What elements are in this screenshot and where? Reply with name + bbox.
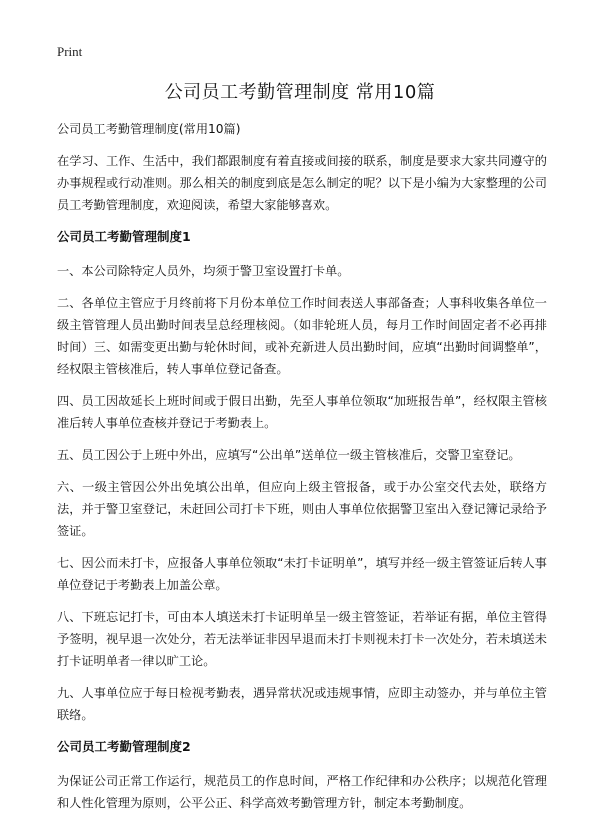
paragraph: 二、各单位主管应于月终前将下月份本单位工作时间表送人事部备查；人事科收集各单位一级主管管理人员出勤时间表呈总经理核阅。（如非轮班人员，每月工作时间固定者不必再排时间）三、如需变更出勤与轮休时间，或补充新进人员出勤时间，应填“出勤时间调整单”，经权限主管核准后，转人事单位登记备查。 bbox=[57, 296, 547, 376]
paragraph: 一、本公司除特定人员外，均须于警卫室设置打卡单。 bbox=[57, 264, 350, 278]
paragraph: 五、员工因公于上班中外出，应填写“公出单”送单位一级主管核准后，交警卫室登记。 bbox=[57, 448, 521, 462]
document-title: 公司员工考勤管理制度 常用10篇 bbox=[164, 82, 436, 103]
document-body bbox=[57, 118, 547, 824]
paragraph: 八、下班忘记打卡，可由本人填送未打卡证明单呈一级主管签证，若举证有据，单位主管得予签明，视早退一次处分，若无法举证非因早退而未打卡则视未打卡一次处分，若未填送未打卡证明单者一律以旷工论。 bbox=[57, 610, 547, 668]
section-heading: 公司员工考勤管理制度1 bbox=[57, 229, 191, 244]
section-1 bbox=[57, 226, 547, 726]
print-link[interactable]: Print bbox=[57, 44, 83, 59]
paragraph: 六、一级主管因公外出免填公出单，但应向上级主管报备，或于办公室交代去处，联络方法，并于警卫室登记，未赶回公司打卡下班，则由人事单位依据警卫室出入登记簿记录给予签证。 bbox=[57, 480, 547, 538]
paragraph: 九、人事单位应于每日检视考勤表，遇异常状况或违规事情，应即主动签办，并与单位主管联络。 bbox=[57, 686, 547, 722]
paragraph: 为保证公司正常工作运行，规范员工的作息时间，严格工作纪律和办公秩序；以规范化管理和人性化管理为原则，公平公正、科学高效考勤管理方针，制定本考勤制度。 bbox=[57, 774, 547, 810]
document-subtitle: 公司员工考勤管理制度(常用10篇) bbox=[57, 122, 241, 136]
section-2 bbox=[57, 736, 547, 814]
paragraph: 四、员工因故延长上班时间或于假日出勤，先至人事单位领取“加班报告单”，经权限主管核准后转人事单位查核并登记于考勤表上。 bbox=[57, 394, 547, 430]
paragraph: 七、因公而未打卡，应报备人事单位领取“未打卡证明单”，填写并经一级主管签证后转人事单位登记于考勤表上加盖公章。 bbox=[57, 556, 547, 592]
section-heading: 公司员工考勤管理制度2 bbox=[57, 739, 191, 754]
intro-paragraph: 在学习、工作、生活中，我们都跟制度有着直接或间接的联系，制度是要求大家共同遵守的办事规程或行动准则。那么相关的制度到底是怎么制定的呢？以下是小编为大家整理的公司员工考勤管理制度，欢迎阅读，希望大家能够喜欢。 bbox=[57, 154, 547, 212]
